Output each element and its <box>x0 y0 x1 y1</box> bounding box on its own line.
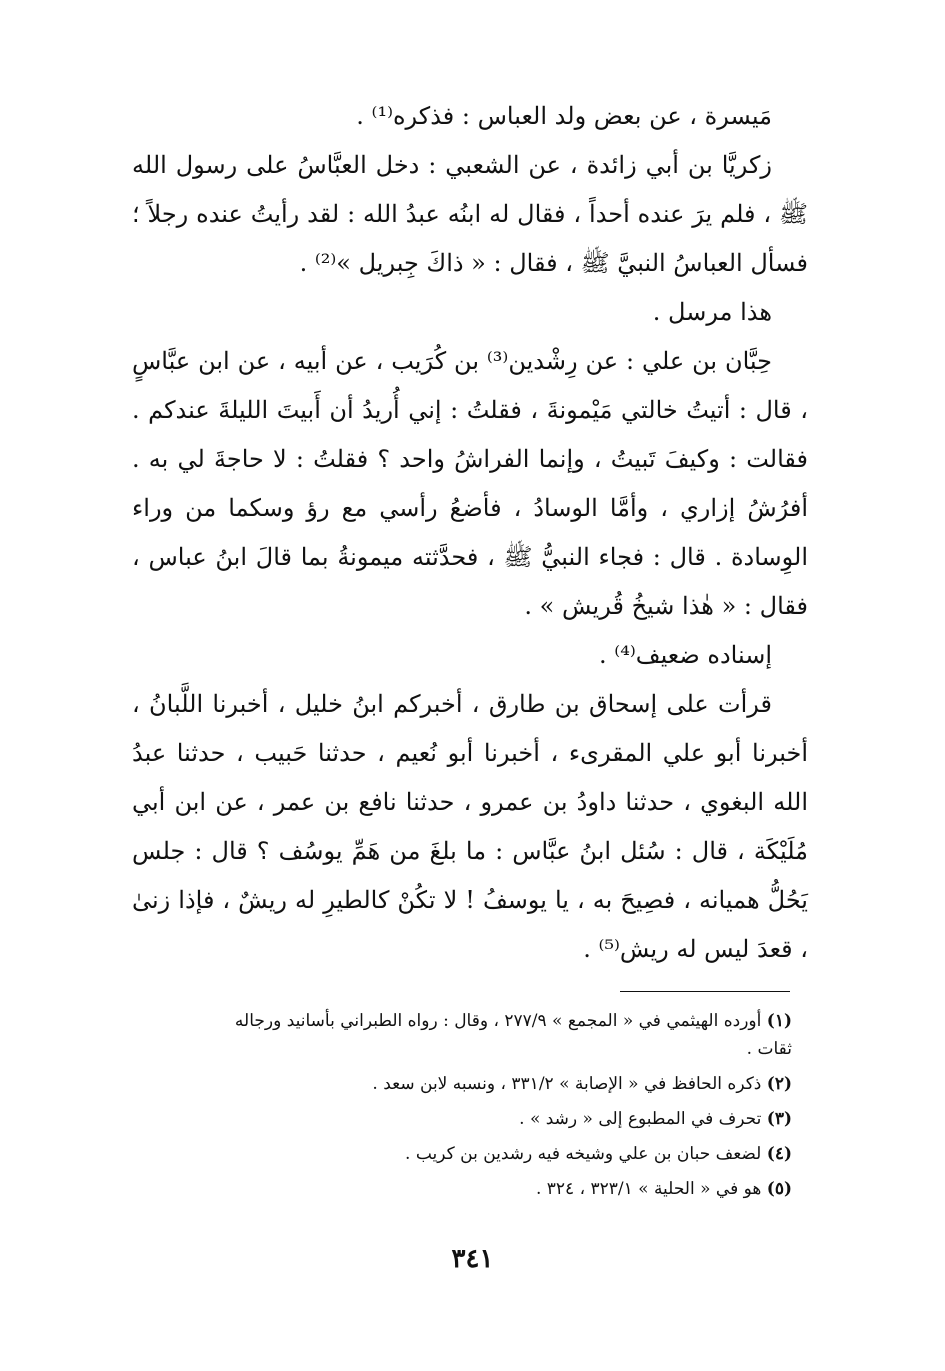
text-line: العباسُ النبيَّ ﷺ ، فقال : « ذاكَ جِبريل »⁽²⁾ . <box>299 249 743 277</box>
footnote-number: (٣) <box>766 1109 792 1129</box>
paragraph-3 <box>132 288 808 337</box>
text-line: به . أفرُشُ إزاري ، وأمَّا الوسادُ ، فأضعُ رأسي مع رؤ وسكما من وراء <box>132 445 808 522</box>
text-line: زكريَّا بن أبي زائدة ، عن الشعبي : دخل العبَّاسُ على رسول الله <box>132 151 772 179</box>
text-line: قرأت على إسحاق بن طارق ، أخبركم ابنُ خليل ، أخبرنا اللَّبانُ ، <box>132 690 772 718</box>
footnote-text: ثقات . <box>746 1039 792 1059</box>
text-line: مَيسرة ، عن بعض ولد العباس : فذكره⁽¹⁾ . <box>356 102 772 130</box>
paragraph-6 <box>132 680 808 974</box>
paragraph-5 <box>132 631 808 680</box>
main-text <box>132 92 808 974</box>
footnote-4 <box>120 1137 792 1172</box>
text-line: فصِيحَ به ، يا يوسفُ ! لا تكُنْ كالطيرِ له ريشٌ ، فإذا زنىٰ ، قعدَ ليس له <box>132 886 808 963</box>
text-line: حِبَّان بن علي : عن رِشْدين⁽³⁾ بن كُرَيب ، عن أبيه ، عن ابن <box>198 347 772 375</box>
footnote-number: (٢) <box>766 1074 792 1094</box>
footnote-text: هو في « الحلية » ٣٢٣/١ ، ٣٢٤ . <box>535 1179 762 1199</box>
footnote-3 <box>120 1102 792 1137</box>
paragraph-1 <box>132 92 808 141</box>
text-line: عبَّاسٍ ، قال : أتيتُ خالتي مَيْمونةَ ، فقلتُ : إني أُريدُ أن أَبيتَ الليلةَ <box>132 347 808 424</box>
text-line: ريش⁽⁵⁾ . <box>583 935 669 963</box>
text-line: « هٰذا شيخُ قُريش » . <box>524 592 737 620</box>
footnote-5 <box>120 1172 792 1207</box>
footnotes <box>120 1004 792 1207</box>
text-line: الوِسادة . قال : فجاء النبيُّ ﷺ ، فحدَّثته ميمونةُ بما قالَ ابنُ عباس ، فقال : <box>132 543 808 620</box>
page-number: ٣٤١ <box>451 1244 494 1274</box>
footnote-number: (١) <box>766 1011 792 1031</box>
text-line: أخبرنا أبو علي المقرىء ، أخبرنا أبو نُعيم ، حدثنا حَبيب ، حدثنا عبدُ الله <box>132 739 808 816</box>
text-line: هذا مرسل . <box>652 298 772 326</box>
text-line: ﷺ ، فلم يرَ عنده أحداً ، فقال له ابنُه عبدُ الله : لقد رأيتُ عنده رجلاً ؛ فسأل <box>132 200 808 277</box>
paragraph-4 <box>132 337 808 631</box>
footnote-number: (٥) <box>766 1179 792 1199</box>
text-line: البغوي ، حدثنا داودُ بن عمرو ، حدثنا نافع بن عمر ، عن ابن أبي مُلَيْكَة ، <box>132 788 808 865</box>
text-line: قال : سُئل ابنُ عبَّاس : ما بلغَ من هَمِّ يوسُف ؟ قال : جلس يَحُلُّ هميانه ، <box>132 837 808 914</box>
footnote-divider <box>620 991 790 992</box>
footnote-number: (٤) <box>766 1144 792 1164</box>
footnote-text: أورده الهيثمي في « المجمع » ٢٧٧/٩ ، وقال : رواه الطبراني بأسانيد ورجاله <box>234 1011 762 1031</box>
footnote-text: تحرف في المطبوع إلى « رشد » . <box>519 1109 762 1129</box>
text-line: إسناده ضعيف⁽⁴⁾ . <box>599 641 772 669</box>
text-line: عندكم . فقالت : وكيفَ تَبيتُ ، وإنما الفراشُ واحد ؟ فقلتُ : لا حاجةَ لي <box>132 396 809 473</box>
paragraph-2 <box>132 141 808 288</box>
footnote-text: لضعف حبان بن علي وشيخه فيه رشدين بن كريب . <box>405 1144 762 1164</box>
footnote-text: ذكره الحافظ في « الإصابة » ٣٣١/٢ ، ونسبه لابن سعد . <box>372 1074 762 1094</box>
footnote-2 <box>120 1067 792 1102</box>
